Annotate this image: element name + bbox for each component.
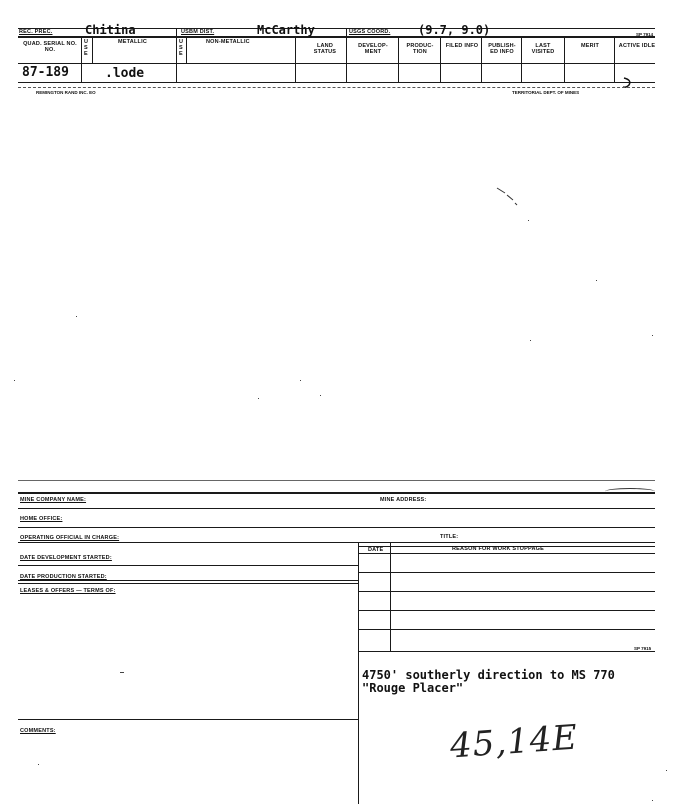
record-metallic: .lode xyxy=(105,66,145,81)
mine-company-label: MINE COMPANY NAME: xyxy=(20,497,87,503)
col-use-1: U S E xyxy=(84,39,89,58)
reason-stoppage-label: REASON FOR WORK STOPPAGE xyxy=(452,546,544,552)
record-serial: 87-189 xyxy=(22,65,69,80)
form-number-bottom: SP 7915 xyxy=(634,646,652,651)
note-line-2: "Rouge Placer" xyxy=(362,681,464,695)
form-number-top: SP 7914 xyxy=(636,32,654,37)
col-use-2: U S E xyxy=(179,39,184,58)
usgs-coord-value: (9.7, 9.0) xyxy=(418,23,491,37)
note-line-1: 4750' southerly direction to MS 770 xyxy=(362,668,615,682)
usbm-dist-label: USBM DIST. xyxy=(181,29,215,35)
territorial-note: TERRITORIAL DEPT. OF MINES xyxy=(512,90,580,95)
active-check-mark xyxy=(620,75,640,93)
col-merit: MERIT xyxy=(580,43,600,49)
comments-label: COMMENTS: xyxy=(20,728,56,734)
printer-note: REMINGTON RAND INC. EO xyxy=(36,90,96,95)
leases-offers-label: LEASES & OFFERS — TERMS OF: xyxy=(20,588,116,594)
home-office-label: HOME OFFICE: xyxy=(20,516,63,522)
date-dev-started-label: DATE DEVELOPMENT STARTED: xyxy=(20,555,112,561)
col-published-info: PUBLISH- ED INFO xyxy=(488,43,516,56)
date-col-label: DATE xyxy=(368,547,384,553)
rec-prec-label: REC. PREC. xyxy=(19,29,53,35)
col-quad-serial: QUAD. SERIAL NO. NO. xyxy=(23,41,77,54)
col-active-idle: ACTIVE IDLE xyxy=(618,43,656,49)
mine-address-label: MINE ADDRESS: xyxy=(380,497,427,503)
usbm-dist-value: McCarthy xyxy=(257,23,315,37)
col-non-metallic: NON-METALLIC xyxy=(206,39,250,45)
usgs-coord-label: USGS COORD. xyxy=(349,29,391,35)
operating-official-label: OPERATING OFFICIAL IN CHARGE: xyxy=(20,535,120,541)
col-land-status: LAND STATUS xyxy=(313,43,337,56)
col-development: DEVELOP- MENT xyxy=(358,43,388,56)
scan-speck xyxy=(495,185,525,210)
col-last-visited: LAST VISITED xyxy=(531,43,555,56)
col-metallic: METALLIC xyxy=(118,39,147,45)
title-label: TITLE: xyxy=(440,534,459,540)
col-production: PRODUC- TION xyxy=(406,43,434,56)
handwritten-note: 45,14E xyxy=(448,717,580,767)
rec-prec-value: Chitina xyxy=(85,23,136,37)
date-prod-started-label: DATE PRODUCTION STARTED: xyxy=(20,574,107,580)
col-filed-info: FILED INFO xyxy=(445,43,479,49)
